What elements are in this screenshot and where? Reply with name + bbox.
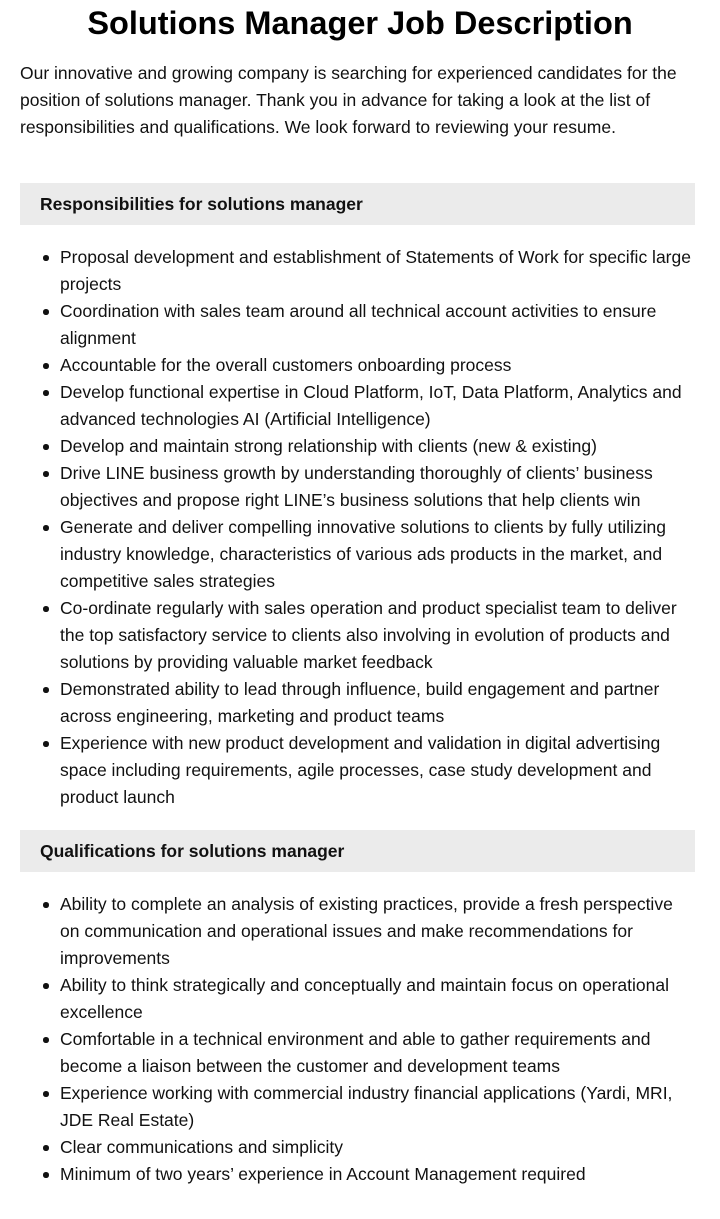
page-title: Solutions Manager Job Description bbox=[87, 5, 633, 41]
list-item: Minimum of two years’ experience in Account Management required bbox=[60, 1161, 695, 1188]
list-item: Ability to complete an analysis of existing practices, provide a fresh perspective on communication and operational issues and make recommendations for improvements bbox=[60, 891, 695, 972]
qualifications-heading: Qualifications for solutions manager bbox=[20, 830, 695, 872]
list-item: Proposal development and establishment of Statements of Work for specific large projects bbox=[60, 244, 695, 298]
list-item: Ability to think strategically and conceptually and maintain focus on operational excellence bbox=[60, 972, 695, 1026]
list-item: Experience with new product development and validation in digital advertising space including requirements, agile processes, case study development and product launch bbox=[60, 730, 695, 811]
list-item: Coordination with sales team around all technical account activities to ensure alignment bbox=[60, 298, 695, 352]
intro-paragraph: Our innovative and growing company is searching for experienced candidates for the position of solutions manager. Thank you in advance for taking a look at the list of responsibilities and qualifications. We look forward to reviewing your resume. bbox=[20, 63, 677, 137]
list-item: Develop and maintain strong relationship with clients (new & existing) bbox=[60, 433, 695, 460]
list-item: Experience working with commercial industry financial applications (Yardi, MRI, JDE Real Estate) bbox=[60, 1080, 695, 1134]
responsibilities-list bbox=[20, 244, 695, 811]
list-item: Clear communications and simplicity bbox=[60, 1134, 695, 1161]
list-item: Co-ordinate regularly with sales operation and product specialist team to deliver the top satisfactory service to clients also involving in evolution of products and solutions by providing valuable market feedback bbox=[60, 595, 695, 676]
list-item: Drive LINE business growth by understanding thoroughly of clients’ business objectives and propose right LINE’s business solutions that help clients win bbox=[60, 460, 695, 514]
list-item: Develop functional expertise in Cloud Platform, IoT, Data Platform, Analytics and advanced technologies AI (Artificial Intelligence) bbox=[60, 379, 695, 433]
list-item: Comfortable in a technical environment and able to gather requirements and become a liaison between the customer and development teams bbox=[60, 1026, 695, 1080]
list-item: Accountable for the overall customers onboarding process bbox=[60, 352, 695, 379]
qualifications-list bbox=[20, 891, 695, 1188]
responsibilities-heading: Responsibilities for solutions manager bbox=[20, 183, 695, 225]
list-item: Generate and deliver compelling innovative solutions to clients by fully utilizing industry knowledge, characteristics of various ads products in the market, and competitive sales strategies bbox=[60, 514, 695, 595]
list-item: Demonstrated ability to lead through influence, build engagement and partner across engineering, marketing and product teams bbox=[60, 676, 695, 730]
